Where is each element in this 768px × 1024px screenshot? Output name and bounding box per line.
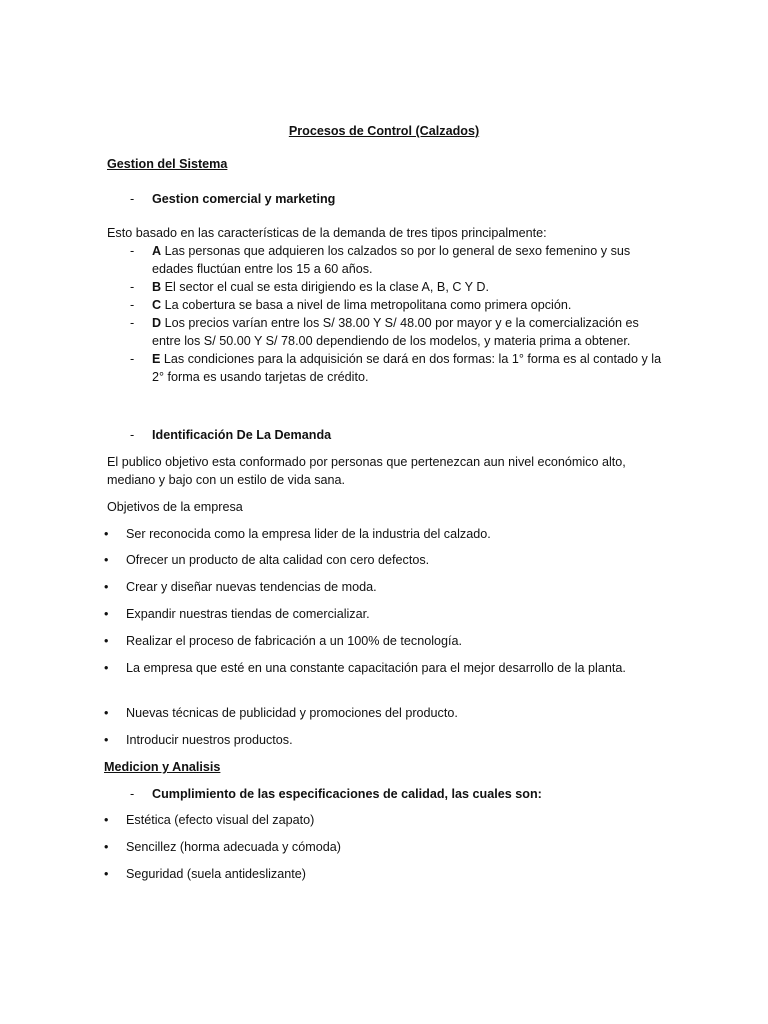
bullet-icon: •: [104, 867, 109, 881]
list-item: • Expandir nuestras tiendas de comercializar.: [104, 607, 370, 621]
bullet-icon: •: [104, 661, 109, 675]
subheading-gestion-comercial: [130, 190, 335, 208]
bullet-icon: •: [104, 580, 109, 594]
demand-type-list: [130, 242, 670, 386]
dash-marker: -: [130, 428, 135, 442]
list-item: • Estética (efecto visual del zapato): [104, 813, 315, 827]
subheading-text: Identificación De La Demanda: [152, 428, 332, 442]
dash-marker: -: [130, 787, 135, 801]
bullet-icon: •: [104, 706, 109, 720]
list-item: • Nuevas técnicas de publicidad y promociones del producto.: [104, 706, 458, 720]
subheading-identificacion-demanda: [130, 426, 331, 444]
bullet-icon: •: [104, 527, 109, 541]
list-item: • Realizar el proceso de fabricación a un 100% de tecnología.: [104, 634, 463, 648]
list-item: • Ofrecer un producto de alta calidad con cero defectos.: [104, 553, 430, 567]
bullet-icon: •: [104, 634, 109, 648]
bullet-icon: •: [104, 840, 109, 854]
subheading-cumplimiento: [130, 785, 542, 803]
list-item: • La empresa que esté en una constante capacitación para el mejor desarrollo de la planta.: [104, 661, 626, 675]
list-item: - B El sector el cual se esta dirigiendo es la clase A, B, C Y D.: [130, 280, 489, 294]
list-item: - E Las condiciones para la adquisición se dará en dos formas: la 1° forma es al contado y la 2° forma es usando tarjetas de crédito.: [130, 352, 662, 384]
list-item: • Seguridad (suela antideslizante): [104, 867, 306, 881]
section-heading-medicion-analisis: Medicion y Analisis: [104, 760, 221, 774]
section-heading-gestion-sistema: Gestion del Sistema: [107, 157, 228, 171]
intro-paragraph: Esto basado en las características de la demanda de tres tipos principalmente:: [107, 226, 547, 240]
dash-marker: -: [130, 192, 135, 206]
list-item: - C La cobertura se basa a nivel de lima metropolitana como primera opción.: [130, 298, 572, 312]
list-item: • Ser reconocida como la empresa lider de la industria del calzado.: [104, 527, 491, 541]
list-item: • Sencillez (horma adecuada y cómoda): [104, 840, 341, 854]
bullet-icon: •: [104, 607, 109, 621]
bullet-icon: •: [104, 553, 109, 567]
bullet-icon: •: [104, 813, 109, 827]
list-item: - A Las personas que adquieren los calzados so por lo general de sexo femenino y sus edades fluctúan entre los 15 a 60 años.: [130, 244, 631, 276]
subheading-text: Cumplimiento de las especificaciones de calidad, las cuales son:: [152, 787, 542, 801]
list-item: • Introducir nuestros productos.: [104, 733, 293, 747]
list-item: - D Los precios varían entre los S/ 38.00 Y S/ 48.00 por mayor y e la comercialización es entre los S/ 50.00 Y S/ 78.00 dependiendo de los modelos, y materia prima a obtener.: [130, 316, 639, 348]
document-title: Procesos de Control (Calzados): [288, 124, 480, 138]
demand-paragraph: El publico objetivo esta conformado por personas que pertenezcan aun nivel económico alto, mediano y bajo con un estilo de vida sana.: [107, 455, 626, 487]
subheading-text: Gestion comercial y marketing: [152, 192, 336, 206]
list-item: • Crear y diseñar nuevas tendencias de moda.: [104, 580, 377, 594]
bullet-icon: •: [104, 733, 109, 747]
objectives-label: Objetivos de la empresa: [107, 500, 243, 514]
